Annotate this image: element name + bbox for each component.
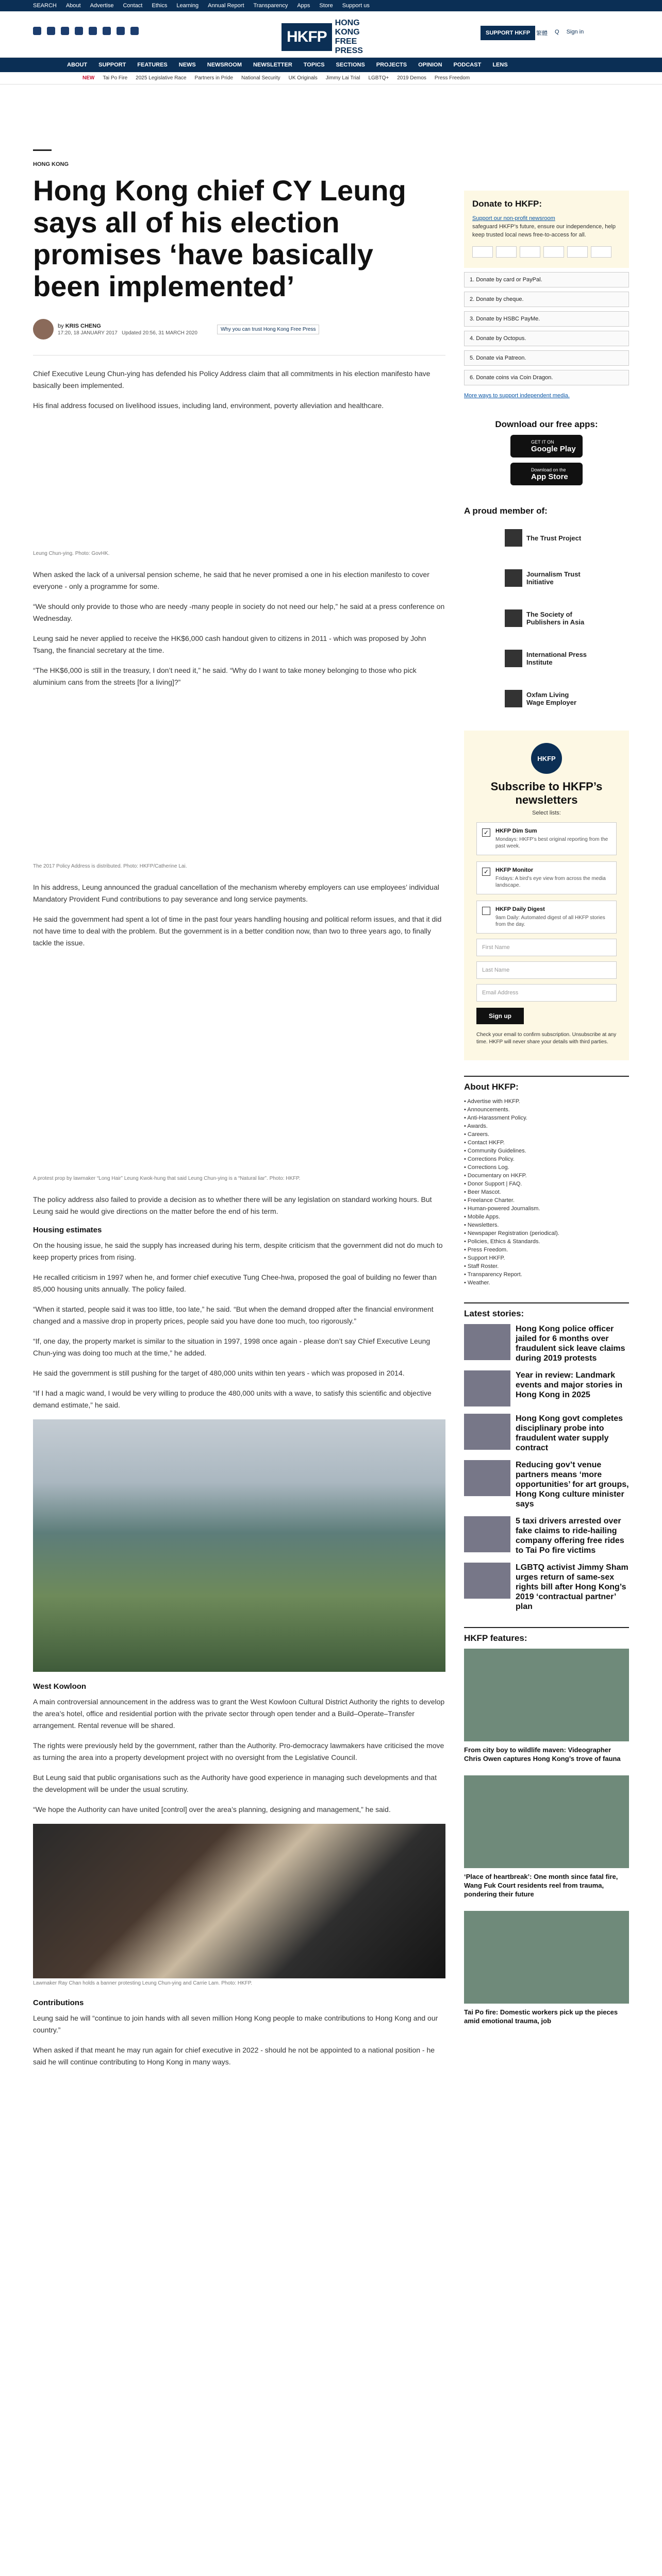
story-thumbnail xyxy=(464,1460,510,1496)
publish-dates xyxy=(58,330,197,336)
paypal-icon xyxy=(543,246,564,258)
latest-story[interactable] xyxy=(464,1563,629,1612)
paragraph: The policy address also failed to provide a decision as to whether there will be any legislation on standard working hours. But Leung said he would give directions on the matter before the end of his term. xyxy=(33,1195,432,1215)
updated-date: Updated 20:56, 31 MARCH 2020 xyxy=(122,330,197,336)
paragraph: When asked the lack of a universal pension scheme, he said that he never promised a one in his election manifesto to cover everyone - only a programme for some. xyxy=(33,570,429,590)
nav-item[interactable]: NEWS xyxy=(178,62,196,68)
option-name: HKFP Dim Sum xyxy=(495,828,537,834)
author-name[interactable]: KRIS CHENG xyxy=(65,323,101,329)
nav-item[interactable]: NEWSROOM xyxy=(207,62,242,68)
app-store-label: App Store xyxy=(531,472,568,481)
paragraph: “We should only provide to those who are needy -many people in society do not need our help,” he said at a press conference on Wednesday. xyxy=(33,602,445,622)
byline xyxy=(33,319,445,340)
about-link[interactable]: • Transparency Report. xyxy=(464,1272,522,1278)
checkbox[interactable] xyxy=(482,907,490,915)
about-link[interactable]: • Human-powered Journalism. xyxy=(464,1206,540,1212)
paragraph: Chief Executive Leung Chun-ying has defended his Policy Address claim that all commitments in his election manifesto have basically been implemented. xyxy=(33,369,431,389)
payment-methods xyxy=(472,246,621,258)
header-actions xyxy=(536,29,584,37)
site-header xyxy=(0,11,662,58)
nav-item[interactable]: FEATURES xyxy=(137,62,168,68)
member-logo[interactable] xyxy=(464,682,629,715)
subheading: West Kowloon xyxy=(33,1682,87,1691)
topbar-link[interactable]: About xyxy=(65,3,81,9)
donate-box xyxy=(464,191,629,268)
paragraph: “If, one day, the property market is similar to the situation in 1997, 1998 once again - please don’t say Chief Executive Leung Chun-ying was doing too much at the time,” he added. xyxy=(33,1337,431,1357)
telegram-icon[interactable] xyxy=(117,27,125,35)
site-logo[interactable] xyxy=(282,19,382,56)
trending-link[interactable]: Tai Po Fire xyxy=(103,75,128,81)
paragraph: He said the government had spent a lot of time in the past four years handling housing and political reform issues, and that it did not have time to deal with the problem. But the government is in a better condition now, than two to three years ago, to finally tackle the issue. xyxy=(33,915,442,947)
nav-item[interactable]: ABOUT xyxy=(67,62,88,68)
sign-in-link[interactable]: Sign in xyxy=(566,29,584,35)
story-title[interactable]: Year in review: Landmark events and major stories in Hong Kong in 2025 xyxy=(516,1371,623,1399)
about-link[interactable]: • Announcements. xyxy=(464,1107,510,1113)
nav-item[interactable]: PODCAST xyxy=(453,62,482,68)
search-icon[interactable]: Q xyxy=(555,29,559,35)
paragraph: On the housing issue, he said the supply has increased during his term, despite criticism that the government did not do much to keep property prices from rising. xyxy=(33,1241,443,1261)
more-ways-link[interactable]: More ways to support independent media. xyxy=(464,393,570,399)
about-link[interactable]: • Staff Roster. xyxy=(464,1263,499,1269)
paragraph: His final address focused on livelihood issues, including land, environment, poverty alleviation and healthcare. xyxy=(33,401,384,410)
about-link[interactable]: • Support HKFP. xyxy=(464,1255,505,1261)
about-link[interactable]: • Contact HKFP. xyxy=(464,1140,505,1146)
member-title: A proud member of: xyxy=(464,506,548,516)
x-icon[interactable] xyxy=(47,27,55,35)
donate-title: Donate to HKFP: xyxy=(472,199,542,209)
trending-link[interactable]: 2019 Demos xyxy=(397,75,426,81)
byline-meta xyxy=(58,323,197,336)
option-name: HKFP Monitor xyxy=(495,867,534,873)
member-name: International Press Institute xyxy=(526,651,587,666)
checkbox[interactable]: ✓ xyxy=(482,868,490,876)
nav-item[interactable]: TOPICS xyxy=(303,62,325,68)
member-name: Journalism Trust Initiative xyxy=(526,570,581,586)
oxfam-icon xyxy=(505,690,522,707)
west-kowloon-photo xyxy=(33,1419,445,1672)
trust-link[interactable]: Why you can trust Hong Kong Free Press xyxy=(217,325,320,334)
article-image xyxy=(33,697,445,861)
about-link[interactable]: • Community Guidelines. xyxy=(464,1148,526,1154)
paragraph: The rights were previously held by the government, rather than the Authority. Pro-democracy lawmakers have criticised the move as turning the area into a property development project with no oversight from the Legislative Council. xyxy=(33,1741,444,1761)
newsletter-option[interactable] xyxy=(476,861,617,894)
about-link[interactable]: • Newspaper Registration (periodical). xyxy=(464,1230,559,1236)
paragraph: “We hope the Authority can have united [control] over the area’s planning, designing and management,” he said. xyxy=(33,1805,391,1814)
story-thumbnail xyxy=(464,1516,510,1552)
option-desc: Fridays: A bird’s eye view from across the media landscape. xyxy=(495,876,606,888)
option-desc: 9am Daily: Automated digest of all HKFP stories from the day. xyxy=(495,915,605,927)
youtube-icon[interactable] xyxy=(103,27,111,35)
nav-item[interactable]: SECTIONS xyxy=(336,62,365,68)
google-play-small: GET IT ON xyxy=(531,439,554,445)
about-link[interactable]: • Policies, Ethics & Standards. xyxy=(464,1239,540,1245)
latest-story[interactable] xyxy=(464,1370,629,1406)
latest-story[interactable] xyxy=(464,1414,629,1453)
topbar-link[interactable]: Ethics xyxy=(152,3,168,9)
google-play-label: Google Play xyxy=(531,444,576,453)
facebook-icon[interactable] xyxy=(33,27,41,35)
trending-link[interactable]: UK Originals xyxy=(288,75,318,81)
story-title[interactable]: 5 taxi drivers arrested over fake claims to ride-hailing company offering free rides to Tai Po fire victims xyxy=(516,1517,624,1555)
article-image xyxy=(33,957,445,1174)
member-logo[interactable] xyxy=(464,521,629,554)
ipi-icon xyxy=(505,650,522,667)
feature-title[interactable]: From city boy to wildlife maven: Videographer Chris Owen captures Hong Kong’s trove of fauna xyxy=(464,1746,621,1762)
about-link[interactable]: • Corrections Policy. xyxy=(464,1156,515,1162)
app-store-small: Download on the xyxy=(531,467,566,472)
newsletter-fineprint: Check your email to confirm subscription. Unsubscribe at any time. HKFP will never share your details with third parties. xyxy=(476,1032,617,1045)
social-links xyxy=(33,27,139,35)
story-title[interactable]: Reducing gov’t venue partners means ‘more opportunities’ for art groups, Hong Kong culture minister says xyxy=(516,1461,629,1509)
story-thumbnail xyxy=(464,1370,510,1406)
image-caption: Leung Chun-ying. Photo: GovHK. xyxy=(33,551,110,556)
donate-link[interactable]: Support our non-profit newsroom xyxy=(472,215,555,222)
linkedin-icon[interactable] xyxy=(89,27,97,35)
newsletter-box xyxy=(464,731,629,1060)
language-switch[interactable]: 繁體 xyxy=(536,30,548,37)
threads-icon[interactable] xyxy=(75,27,83,35)
story-title[interactable]: Hong Kong police officer jailed for 6 months over fraudulent sick leave claims during 2019 protests xyxy=(516,1325,625,1363)
donate-option[interactable]: 6. Donate coins via Coin Dragon. xyxy=(464,370,629,385)
image-caption: A protest prop by lawmaker “Long Hair” Leung Kwok-hung that said Leung Chun-ying is a “Natural liar”. Photo: HKFP. xyxy=(33,1176,301,1181)
email-field[interactable]: Email Address xyxy=(476,984,617,1002)
feature-image[interactable] xyxy=(464,1649,629,1741)
topbar-search[interactable]: SEARCH xyxy=(33,3,57,9)
trending-link[interactable]: Partners in Pride xyxy=(194,75,234,81)
member-logo[interactable] xyxy=(464,642,629,675)
about-link[interactable]: • Awards. xyxy=(464,1123,488,1129)
trending-link[interactable]: National Security xyxy=(241,75,280,81)
story-thumbnail xyxy=(464,1414,510,1450)
member-name: The Trust Project xyxy=(526,534,582,542)
topbar-link[interactable]: Support us xyxy=(342,3,370,9)
features-list xyxy=(464,1649,629,2025)
story-thumbnail xyxy=(464,1324,510,1360)
support-hkfp-button[interactable]: SUPPORT HKFP xyxy=(481,26,535,40)
donate-option[interactable]: 4. Donate by Octopus. xyxy=(464,331,629,346)
published-date: 17:20, 18 JANUARY 2017 xyxy=(58,330,118,336)
apps-title: Download our free apps: xyxy=(495,419,598,429)
paragraph: A main controversial announcement in the address was to grant the West Kowloon Cultural District Authority the rights to develop the area’s hotel, office and residential portion with the private sector through open tender and a Build–Operate–Transfer arrangement. Rental revenue will be shared. xyxy=(33,1698,445,1730)
paragraph: When asked if that meant he may run again for chief executive in 2022 - should he not be appointed to a national position - he said he will continue contributing to Hong Kong in many ways. xyxy=(33,2046,435,2066)
nav-item[interactable]: NEWSLETTER xyxy=(253,62,292,68)
feature-title[interactable]: Tai Po fire: Domestic workers pick up the pieces amid emotional trauma, job xyxy=(464,2008,618,2025)
feature-image[interactable] xyxy=(464,1911,629,2004)
feature-title[interactable]: ‘Place of heartbreak’: One month since fatal fire, Wang Fuk Court residents reel from trauma, pondering their future xyxy=(464,1873,618,1898)
section-label[interactable]: HONG KONG xyxy=(33,149,52,167)
paragraph: “If I had a magic wand, I would be very willing to produce the 480,000 units with a wave, to satisfy this scientific and objective demand estimate,” he said. xyxy=(33,1389,432,1409)
author-avatar xyxy=(33,319,54,340)
checkbox[interactable]: ✓ xyxy=(482,828,490,837)
about-link[interactable]: • Press Freedom. xyxy=(464,1247,508,1253)
latest-story[interactable] xyxy=(464,1324,629,1363)
paragraph: Leung said he will “continue to join hands with all seven million Hong Kong people to make contributions to Hong Kong and our country.” xyxy=(33,2014,438,2034)
about-link[interactable]: • Weather. xyxy=(464,1280,490,1286)
image-caption: Lawmaker Ray Chan holds a banner protesting Leung Chun-ying and Carrie Lam. Photo: HKFP. xyxy=(33,1980,253,1986)
google-play-button[interactable] xyxy=(510,435,583,457)
member-name: The Society of Publishers in Asia xyxy=(526,611,585,626)
newsletter-option[interactable] xyxy=(476,901,617,934)
feature-image[interactable] xyxy=(464,1775,629,1868)
about-link[interactable]: • Mobile Apps. xyxy=(464,1214,500,1220)
donate-option[interactable]: 3. Donate by HSBC PayMe. xyxy=(464,311,629,327)
trending-link[interactable]: 2025 Legislative Race xyxy=(136,75,187,81)
donate-text: safeguard HKFP’s future, ensure our independence, help keep trusted local news free-to-access for all. xyxy=(472,224,616,238)
sidebar xyxy=(464,191,629,2038)
about-link[interactable]: • Careers. xyxy=(464,1131,490,1138)
paragraph: “When it started, people said it was too little, too late,” he said. “But when the demand dropped after the financial environment changed and a massive drop in property prices, people said you have done too much, too rigorously.” xyxy=(33,1305,434,1325)
amex-icon xyxy=(520,246,540,258)
image-caption: The 2017 Policy Address is distributed. Photo: HKFP/Catherine Lai. xyxy=(33,863,187,869)
about-link[interactable]: • Documentary on HKFP. xyxy=(464,1173,527,1179)
topbar-link[interactable]: Advertise xyxy=(90,3,114,9)
article-title: Hong Kong chief CY Leung says all of his election promises ‘have basically been implemented’ xyxy=(33,174,406,302)
about-list xyxy=(464,1097,629,1287)
paragraph: In his address, Leung announced the gradual cancellation of the mechanism whereby employers can use employees’ individual Mandatory Provident Fund contributions to pay severance and long service payments. xyxy=(33,883,439,903)
new-badge: NEW xyxy=(82,75,95,81)
newsletter-subtitle: Select lists: xyxy=(532,810,561,816)
last-name-field[interactable]: Last Name xyxy=(476,961,617,979)
main-nav xyxy=(0,58,662,72)
topbar-link[interactable]: Transparency xyxy=(253,3,288,9)
nav-item[interactable]: PROJECTS xyxy=(376,62,407,68)
newsletter-title: Subscribe to HKFP’s newsletters xyxy=(490,780,603,806)
about-link[interactable]: • Freelance Charter. xyxy=(464,1197,515,1204)
story-title[interactable]: Hong Kong govt completes disciplinary probe into fraudulent water supply contract xyxy=(516,1414,623,1452)
features-title: HKFP features: xyxy=(464,1627,629,1643)
member-name: Oxfam Living Wage Employer xyxy=(526,691,577,706)
trending-link[interactable]: Press Freedom xyxy=(434,75,470,81)
about-link[interactable]: • Beer Mascot. xyxy=(464,1189,501,1195)
payme-icon xyxy=(567,246,588,258)
nav-item[interactable]: SUPPORT xyxy=(98,62,126,68)
trending-bar xyxy=(0,72,662,84)
paragraph: But Leung said that public organisations such as the Authority have good experience in managing such developments and that the development will be under the usual scrutiny. xyxy=(33,1773,437,1793)
newsletter-option[interactable] xyxy=(476,822,617,855)
paragraph: “The HK$6,000 is still in the treasury, I don’t need it,” he said. “Why do I want to take money belonging to those who pick aluminium cans from the streets [for a living]?” xyxy=(33,666,417,686)
topbar-link[interactable]: Learning xyxy=(176,3,199,9)
trending-link[interactable]: LGBTQ+ xyxy=(368,75,389,81)
topbar-link[interactable]: Store xyxy=(319,3,333,9)
topbar-link[interactable]: Apps xyxy=(297,3,310,9)
topbar-link[interactable]: Annual Report xyxy=(208,3,244,9)
trending-link[interactable]: Jimmy Lai Trial xyxy=(325,75,360,81)
member-logo[interactable] xyxy=(464,562,629,595)
story-thumbnail xyxy=(464,1563,510,1599)
topbar-link[interactable]: Contact xyxy=(123,3,143,9)
donate-option[interactable]: 2. Donate by cheque. xyxy=(464,292,629,307)
paragraph: He recalled criticism in 1997 when he, and former chief executive Tung Chee-hwa, proposed the goal of building no fewer than 85,000 housing units annually. The policy failed. xyxy=(33,1273,437,1293)
first-name-field[interactable]: First Name xyxy=(476,939,617,956)
app-store-button[interactable] xyxy=(510,463,583,485)
subheading: Contributions xyxy=(33,1998,84,2007)
newsletter-logo: HKFP xyxy=(531,743,562,774)
top-utility-bar xyxy=(0,0,662,11)
donate-option[interactable]: 1. Donate by card or PayPal. xyxy=(464,272,629,287)
paragraph: He said the government is still pushing for the target of 480,000 units within ten years - which was proposed in 2014. xyxy=(33,1369,405,1377)
nav-item[interactable]: OPINION xyxy=(418,62,442,68)
option-name: HKFP Daily Digest xyxy=(495,906,545,912)
latest-story[interactable] xyxy=(464,1516,629,1555)
option-desc: Mondays: HKFP’s best original reporting from the past week. xyxy=(495,837,608,849)
visa-icon xyxy=(496,246,517,258)
article xyxy=(33,149,445,2076)
logo-mark: HKFP xyxy=(282,23,332,51)
story-title[interactable]: LGBTQ activist Jimmy Sham urges return of same-sex rights bill after Hong Kong’s 2019 ‘contractual partner’ plan xyxy=(516,1563,628,1611)
about-title: About HKFP: xyxy=(464,1076,629,1092)
sopa-icon xyxy=(505,609,522,627)
about-link[interactable]: • Donor Support | FAQ. xyxy=(464,1181,522,1187)
about-link[interactable]: • Advertise with HKFP. xyxy=(464,1098,520,1105)
paragraph: Leung said he never applied to receive the HK$6,000 cash handout given to citizens in 2011 - which was proposed by John Tsang, the financial secretary at the time. xyxy=(33,634,426,654)
donate-option[interactable]: 5. Donate via Patreon. xyxy=(464,350,629,366)
jti-icon xyxy=(505,569,522,587)
protest-photo xyxy=(33,1824,445,1978)
instagram-icon[interactable] xyxy=(61,27,69,35)
latest-story[interactable] xyxy=(464,1460,629,1509)
about-link[interactable]: • Corrections Log. xyxy=(464,1164,509,1171)
nav-item[interactable]: LENS xyxy=(492,62,508,68)
article-image xyxy=(33,420,445,549)
rss-icon[interactable] xyxy=(130,27,139,35)
logo-text: HONG KONG FREE PRESS xyxy=(335,19,363,55)
octopus-icon xyxy=(591,246,611,258)
trust-project-icon xyxy=(505,529,522,547)
mastercard-icon xyxy=(472,246,493,258)
member-logo[interactable] xyxy=(464,602,629,635)
about-link[interactable]: • Anti-Harassment Policy. xyxy=(464,1115,527,1121)
subheading: Housing estimates xyxy=(33,1226,102,1234)
sign-up-button[interactable]: Sign up xyxy=(476,1008,524,1024)
about-link[interactable]: • Newsletters. xyxy=(464,1222,499,1228)
latest-list xyxy=(464,1324,629,1612)
latest-title: Latest stories: xyxy=(464,1302,629,1319)
author-prefix: by xyxy=(58,323,64,329)
